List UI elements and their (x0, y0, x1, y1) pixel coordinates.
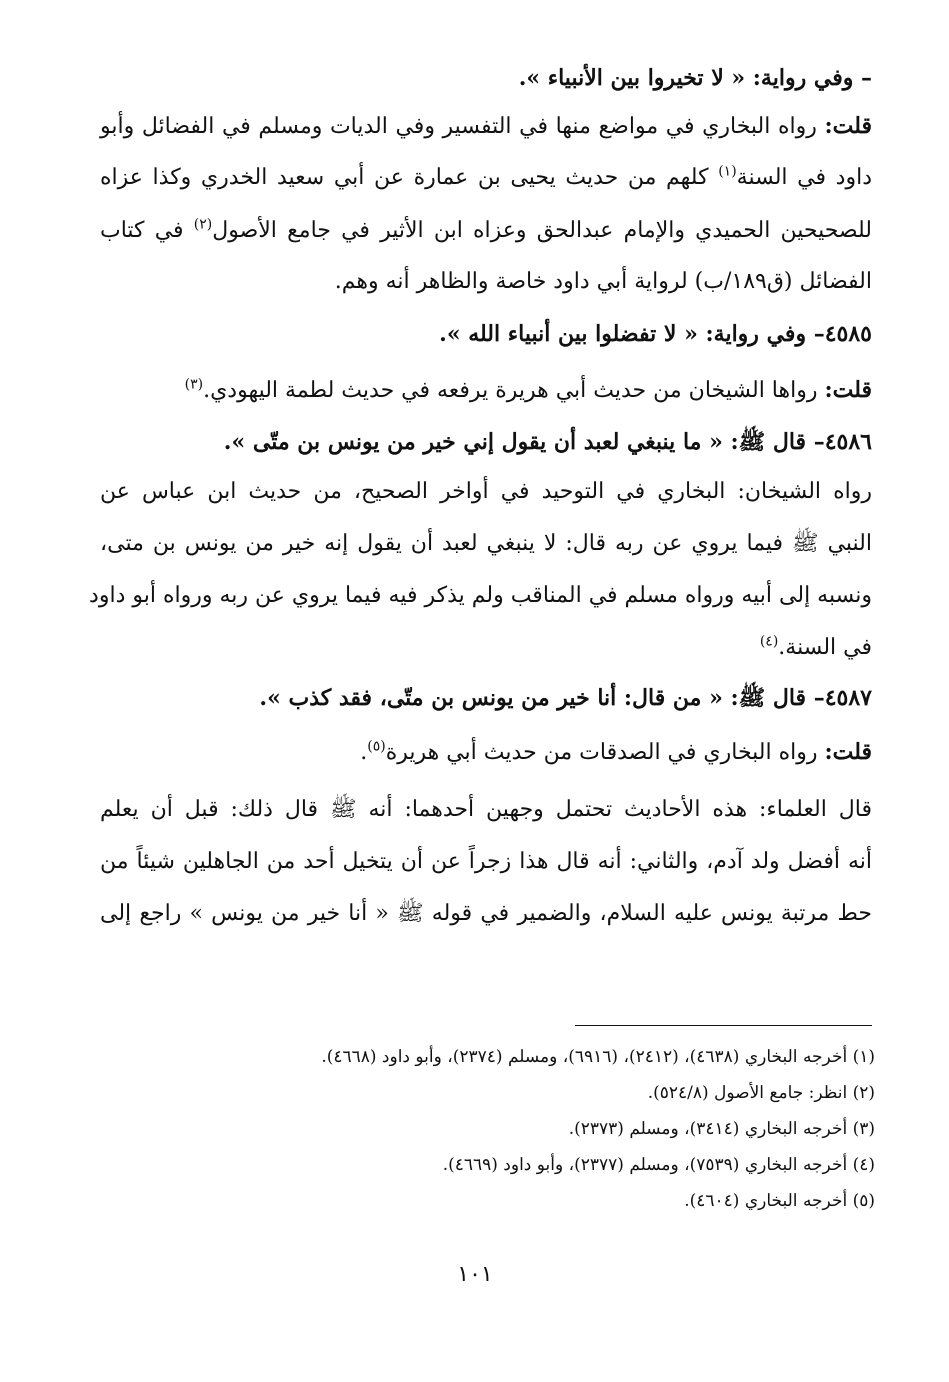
line-text: رواها الشيخان من حديث أبي هريرة يرفعه في حديث لطمة اليهودي. (203, 378, 825, 403)
line-text: رواه البخاري في الصدقات من حديث أبي هريرة (385, 740, 825, 765)
footnote-ref: (٣) (184, 376, 204, 393)
text-line (89, 576, 872, 616)
text-line (439, 314, 872, 354)
line-text: قال العلماء: هذه الأحاديث تحتمل وجهين أحدهما: أنه ﷺ قال ذلك: قبل أن يعلم (100, 797, 872, 822)
text-line (100, 211, 872, 251)
line-text-tail: . (360, 740, 368, 765)
text-line (185, 370, 872, 410)
text-line (360, 732, 872, 772)
footnote-ref: (٢) (193, 216, 213, 233)
line-text: – وفي رواية: « لا تخيروا بين الأنبياء ». (518, 65, 872, 91)
keyword: قلت: (824, 739, 872, 765)
text-line (100, 472, 872, 512)
line-text: حط مرتبة يونس عليه السلام، والضمير في قوله ﷺ « أنا خير من يونس » راجع إلى (100, 901, 872, 926)
text-line (100, 524, 872, 564)
text-line (760, 628, 872, 668)
footnote-ref: (٤) (759, 633, 779, 650)
footnote: (٢) انظر: جامع الأصول (٥٢٤/٨). (647, 1083, 875, 1103)
text-line (100, 790, 872, 830)
line-text: ونسبه إلى أبيه ورواه مسلم في المناقب ولم يذكر فيه فيما يروي عن ربه ورواه أبو داود (89, 583, 872, 608)
text-line (224, 422, 872, 462)
line-text-tail: كلهم من حديث يحيى بن عمارة عن أبي سعيد الخدري وكذا عزاه (100, 165, 719, 190)
footnote: (٣) أخرجه البخاري (٣٤١٤)، ومسلم (٢٣٧٣). (568, 1119, 875, 1139)
line-text: للصحيحين الحميدي والإمام عبدالحق وعزاه ابن الأثير في جامع الأصول (212, 218, 872, 243)
page-number: ١٠١ (457, 1262, 493, 1287)
line-text: ٤٥٨٥– وفي رواية: « لا تفضلوا بين أنبياء الله ». (439, 321, 872, 347)
footnote: (٥) أخرجه البخاري (٤٦٠٤). (684, 1191, 875, 1211)
line-text: النبي ﷺ فيما يروي عن ربه قال: لا ينبغي لعبد أن يقول إنه خير من يونس بن متى، (100, 531, 872, 556)
text-line (100, 158, 872, 198)
footnote-divider (575, 1025, 872, 1026)
text-line (100, 106, 872, 146)
footnote-ref: (١) (718, 163, 737, 180)
text-line (519, 58, 872, 98)
line-text: رواه البخاري في مواضع منها في التفسير وفي الديات ومسلم في الفضائل وأبو (100, 114, 825, 139)
line-text: أنه أفضل ولد آدم، والثاني: أنه قال هذا زجراً عن أن يتخيل أحد من الجاهلين شيئاً من (100, 849, 872, 874)
line-text: في السنة. (778, 635, 872, 660)
text-line (100, 894, 872, 934)
line-text-tail: في كتاب (100, 218, 194, 243)
text-line (335, 262, 872, 302)
line-text: رواه الشيخان: البخاري في التوحيد في أواخر الصحيح، من حديث ابن عباس عن (100, 479, 872, 504)
line-text: ٤٥٨٧– قال ﷺ: « من قال: أنا خير من يونس بن متّى، فقد كذب ». (259, 685, 872, 711)
line-text: ٤٥٨٦– قال ﷺ: « ما ينبغي لعبد أن يقول إني خير من يونس بن متّى ». (223, 429, 872, 455)
text-line (100, 842, 872, 882)
text-line (259, 678, 872, 718)
footnote: (١) أخرجه البخاري (٤٦٣٨)، (٢٤١٢)، (٦٩١٦)، ومسلم (٢٣٧٤)، وأبو داود (٤٦٦٨). (321, 1047, 875, 1067)
keyword: قلت: (824, 113, 872, 139)
line-text: داود في السنة (736, 165, 873, 190)
footnote-ref: (٥) (367, 738, 386, 755)
footnote: (٤) أخرجه البخاري (٧٥٣٩)، ومسلم (٢٣٧٧)، وأبو داود (٤٦٦٩). (442, 1155, 875, 1175)
keyword: قلت: (824, 377, 872, 403)
line-text: الفضائل (ق١٨٩/ب) لرواية أبي داود خاصة والظاهر أنه وهم. (334, 269, 872, 294)
